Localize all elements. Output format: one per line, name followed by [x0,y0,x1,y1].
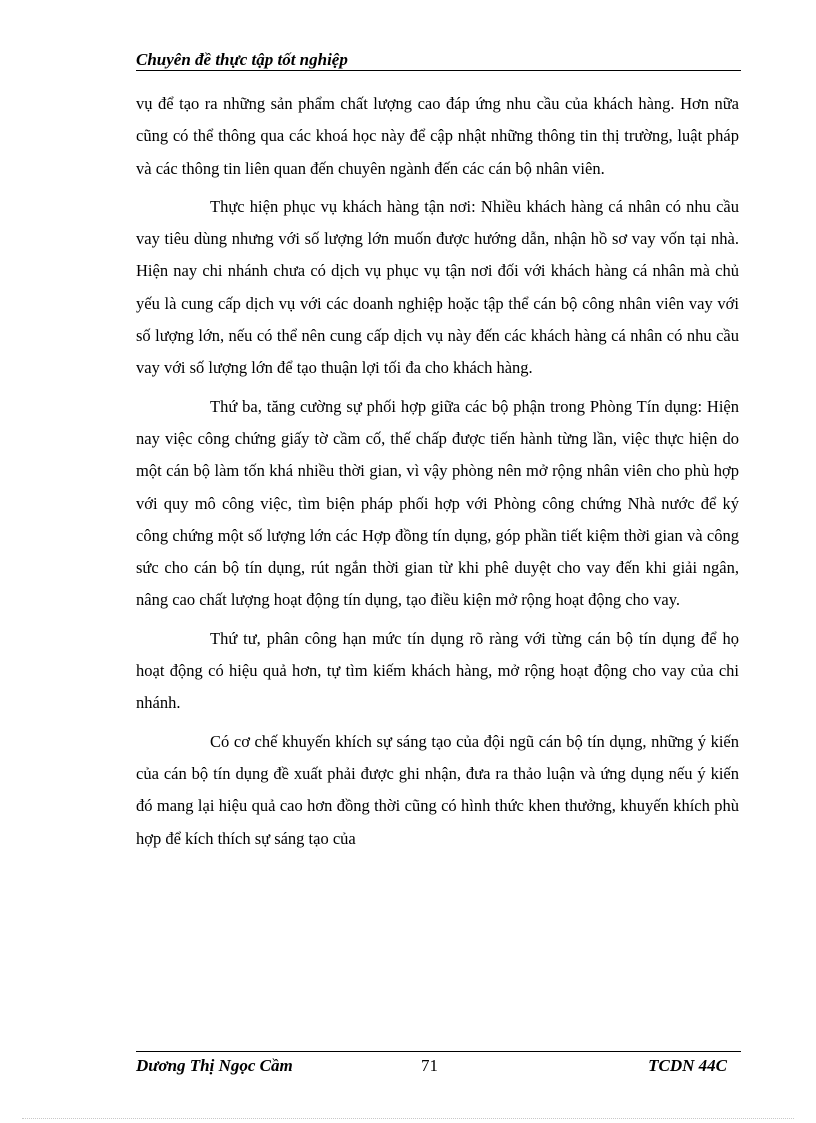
paragraph-5: Có cơ chế khuyến khích sự sáng tạo của đội ngũ cán bộ tín dụng, những ý kiến của cán bộ tín dụng đề xuất phải được ghi nhận, đưa ra thảo luận và ứng dụng nếu ý kiến đó mang lại hiệu quả cao hơn đồng thời cũng có hình thức khen thưởng, khuyến khích phù hợp để kích thích sự sáng tạo của [136,731,739,848]
page-number: 71 [421,1056,438,1075]
paragraph-1: vụ để tạo ra những sản phẩm chất lượng cao đáp ứng nhu cầu của khách hàng. Hơn nữa cũng có thể thông qua các khoá học này để cập nhật những thông tin thị trường, luật pháp và các thông tin liên quan đến chuyên ngành đến các cán bộ nhân viên. [136,94,739,178]
page-header-title: Chuyên đề thực tập tốt nghiệp [136,50,741,71]
footer-divider [136,1051,741,1052]
page-edge-dotted-line [22,1118,794,1119]
page-footer [136,1055,741,1077]
paragraph-3: Thứ ba, tăng cường sự phối hợp giữa các bộ phận trong Phòng Tín dụng: Hiện nay việc công chứng giấy tờ cầm cố, thế chấp được tiến hành từng lần, việc thực hiện do một cán bộ làm tốn khá nhiều thời gian, vì vậy phòng nên mở rộng nhân viên cho phù hợp với quy mô công việc, tìm biện pháp phối hợp với Phòng công chứng Nhà nước để ký công chứng một số lượng lớn các Hợp đồng tín dụng, góp phần tiết kiệm thời gian và công sức cho cán bộ tín dụng, rút ngắn thời gian từ khi phê duyệt cho vay đến khi giải ngân, nâng cao chất lượng hoạt động tín dụng, tạo điều kiện mở rộng hoạt động cho vay. [136,396,739,610]
document-body [136,88,739,861]
paragraph-2: Thực hiện phục vụ khách hàng tận nơi: Nhiều khách hàng cá nhân có nhu cầu vay tiêu dùng nhưng với số lượng lớn muốn được hướng dẫn, nhận hồ sơ vay vốn tại nhà. Hiện nay chi nhánh chưa có dịch vụ phục vụ tận nơi đối với khách hàng cá nhân mà chủ yếu là cung cấp dịch vụ với các doanh nghiệp hoặc tập thể cán bộ công nhân viên vay với số lượng lớn, nếu có thể nên cung cấp dịch vụ này đến các khách hàng cá nhân có nhu cầu vay với số lượng lớn để tạo thuận lợi tối đa cho khách hàng. [136,196,739,378]
paragraph-4: Thứ tư, phân công hạn mức tín dụng rõ ràng với từng cán bộ tín dụng để họ hoạt động có hiệu quả hơn, tự tìm kiếm khách hàng, mở rộng hoạt động cho vay của chi nhánh. [136,628,739,713]
footer-class-code: TCDN 44C [648,1056,727,1075]
footer-author: Dương Thị Ngọc Cầm [136,1056,293,1075]
